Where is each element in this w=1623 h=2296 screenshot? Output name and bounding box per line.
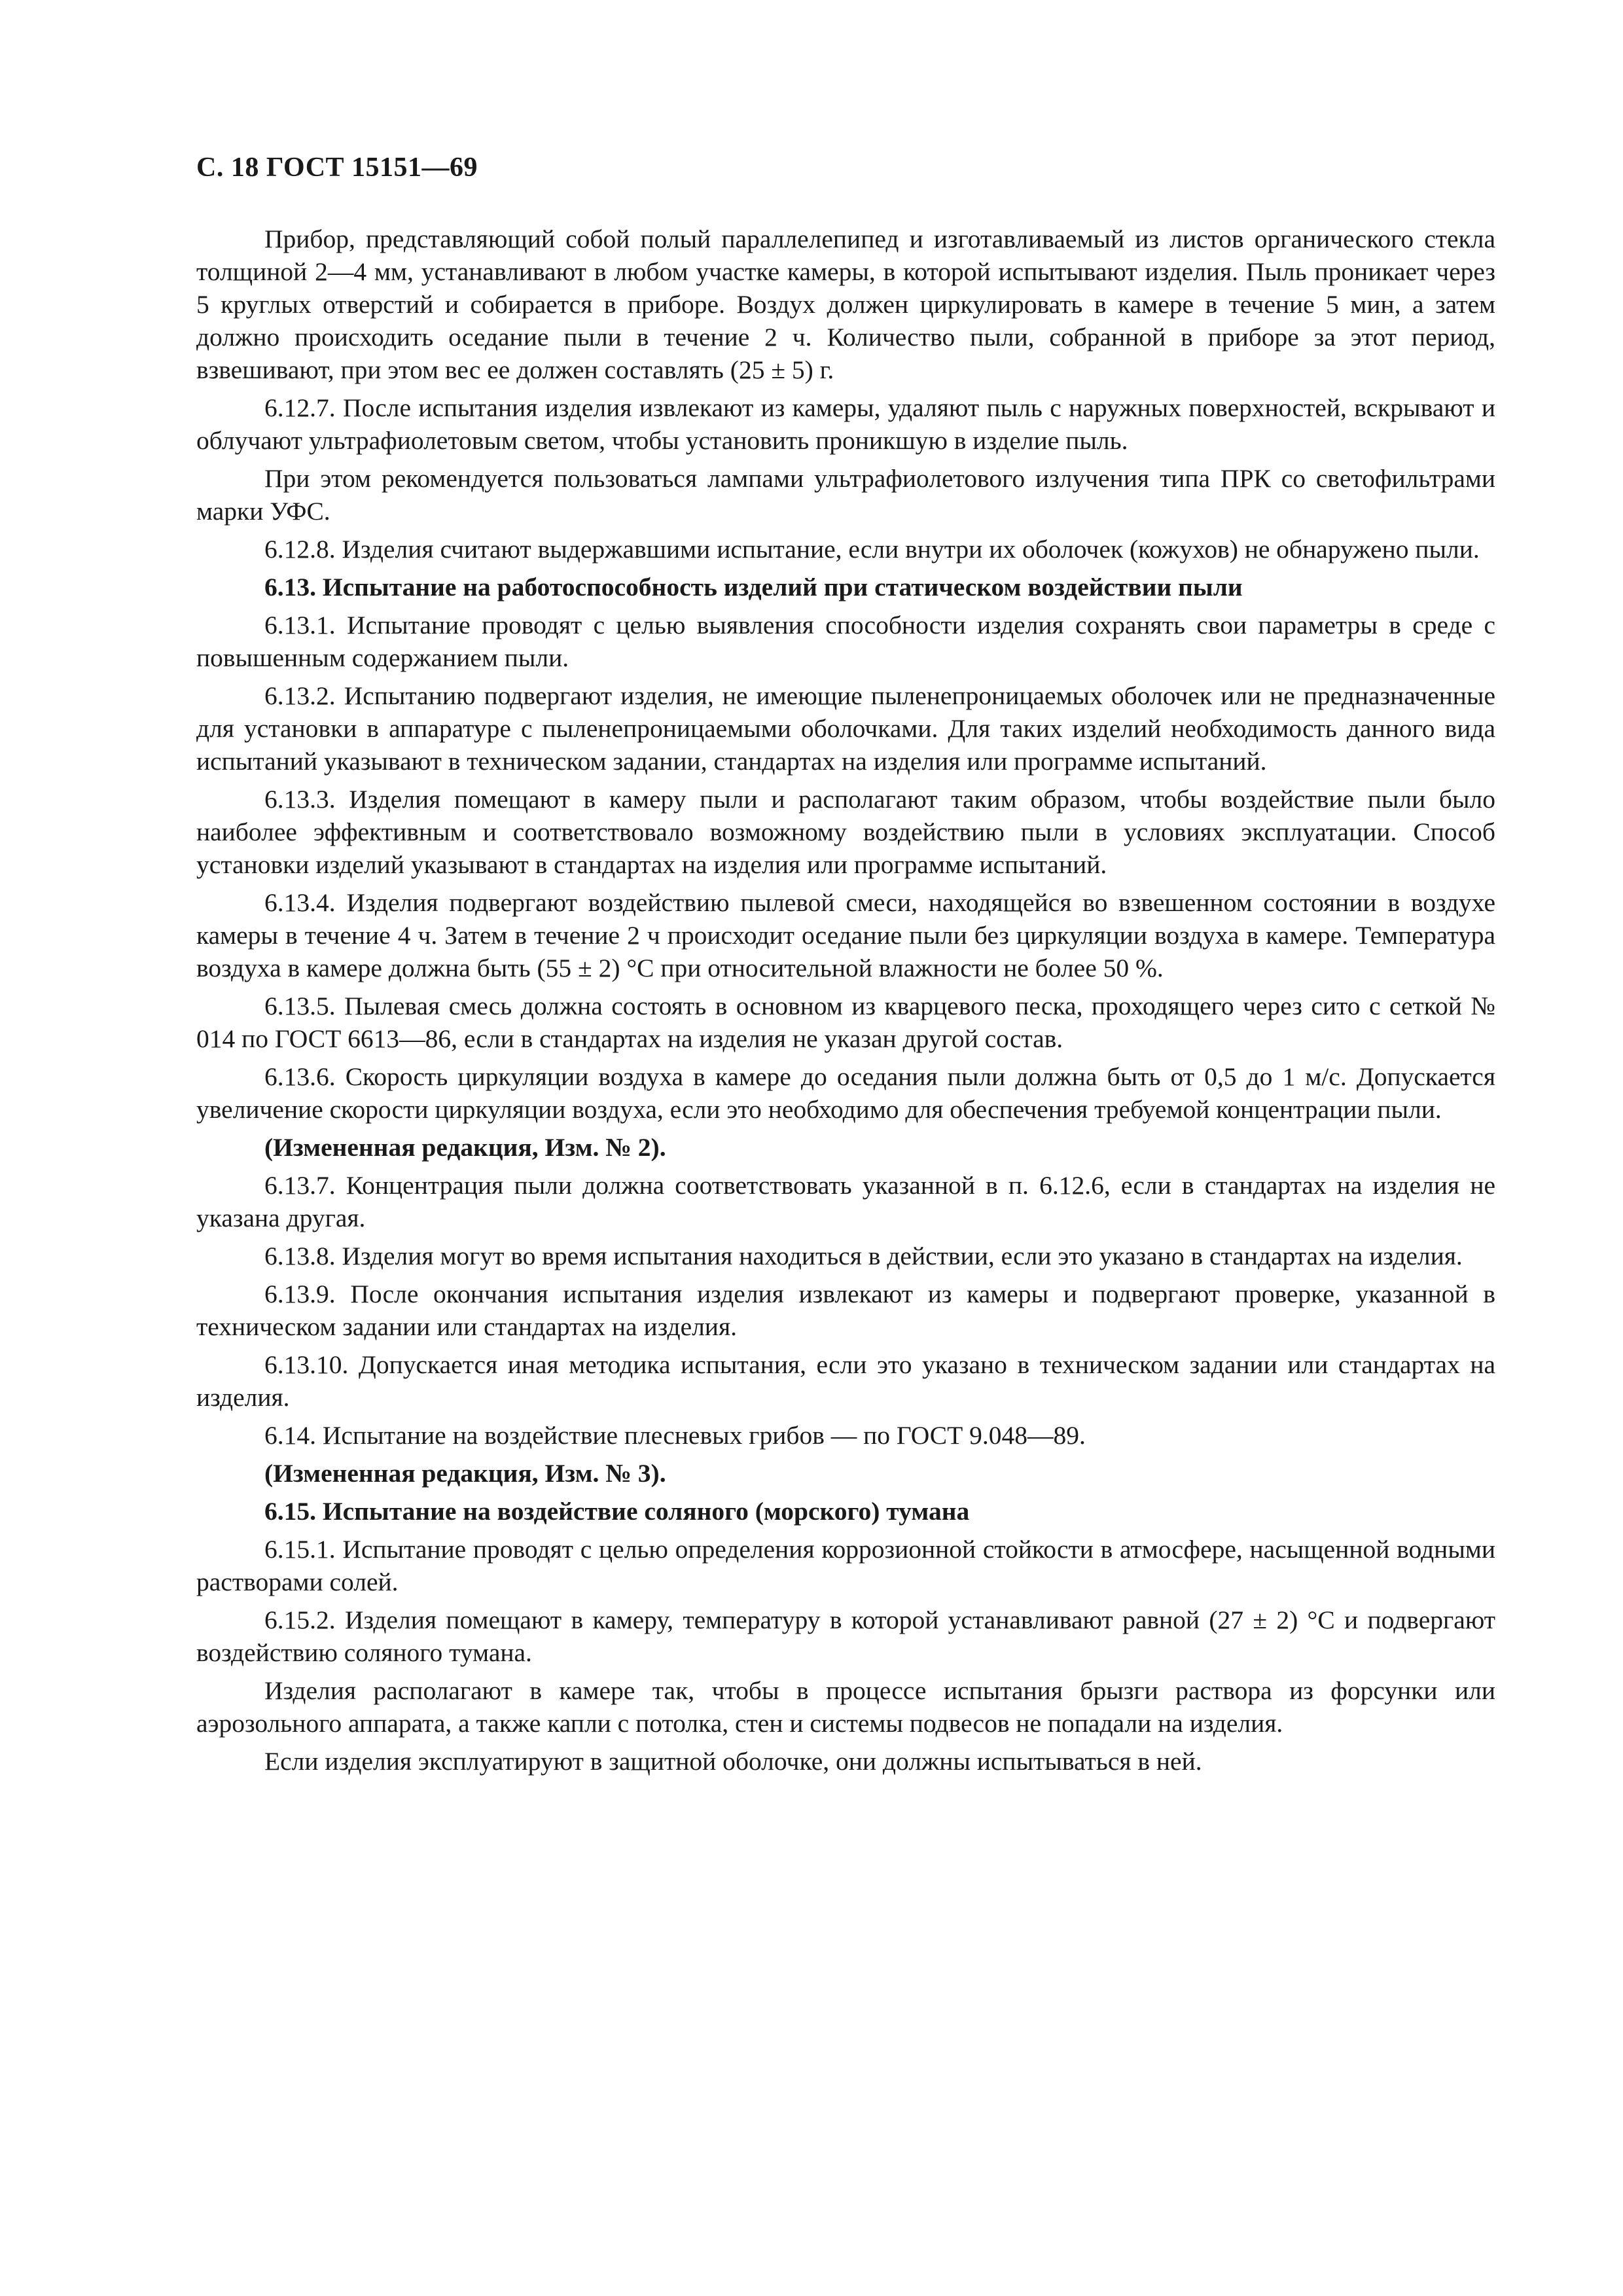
- paragraph: 6.12.8. Изделия считают выдержавшими испытание, если внутри их оболочек (кожухов) не обнаружено пыли.: [264, 535, 1480, 564]
- paragraph: 6.14. Испытание на воздействие плесневых грибов — по ГОСТ 9.048—89.: [264, 1421, 1086, 1450]
- paragraph: 6.15.2. Изделия помещают в камеру, температуру в которой устанавливают равной (27 ± 2) °С и подвергают воздействию соляного тумана.: [196, 1605, 1495, 1667]
- paragraph: 6.13.1. Испытание проводят с целью выявления способности изделия сохранять свои параметры в среде с повышенным содержанием пыли.: [196, 611, 1495, 672]
- paragraph: Изделия располагают в камере так, чтобы в процессе испытания брызги раствора из форсунки или аэрозольного аппарата, а также капли с потолка, стен и системы подвесов не попадали на изделия.: [196, 1676, 1495, 1738]
- paragraph: 6.12.7. После испытания изделия извлекают из камеры, удаляют пыль с наружных поверхностей, вскрывают и облучают ультрафиолетовым светом, чтобы установить проникшую в изделие пыль.: [196, 393, 1495, 455]
- paragraph: 6.13.9. После окончания испытания изделия извлекают из камеры и подвергают проверке, указанной в техническом задании или стандартах на изделия.: [196, 1280, 1495, 1341]
- paragraph: 6.13.6. Скорость циркуляции воздуха в камере до оседания пыли должна быть от 0,5 до 1 м/с. Допускается увеличение скорости циркуляции воздуха, если это необходимо для обеспечения требуемой концентрации пыли.: [196, 1062, 1495, 1124]
- paragraph: При этом рекомендуется пользоваться лампами ультрафиолетового излучения типа ПРК со светофильтрами марки УФС.: [196, 464, 1495, 526]
- paragraph: Прибор, представляющий собой полый параллелепипед и изготавливаемый из листов органического стекла толщиной 2—4 мм, устанавливают в любом участке камеры, в которой испытывают изделия. Пыль проникает через 5 круглых отверстий и собирается в приборе. Воздух должен циркулировать в камере в течение 5 мин, а затем должно происходить оседание пыли в течение 2 ч. Количество пыли, собранной в приборе за этот период, взвешивают, при этом вес ее должен составлять (25 ± 5) г.: [196, 224, 1495, 384]
- page-header: С. 18 ГОСТ 15151—69: [196, 152, 478, 183]
- paragraph: 6.13.4. Изделия подвергают воздействию пылевой смеси, находящейся во взвешенном состоянии в воздухе камеры в течение 4 ч. Затем в течение 2 ч происходит оседание пыли без циркуляции воздуха в камере. Температура воздуха в камере должна быть (55 ± 2) °С при относительной влажности не более 50 %.: [196, 888, 1495, 982]
- paragraph: 6.15.1. Испытание проводят с целью определения коррозионной стойкости в атмосфере, насыщенной водными растворами солей.: [196, 1535, 1495, 1596]
- paragraph: 6.13.7. Концентрация пыли должна соответствовать указанной в п. 6.12.6, если в стандартах на изделия не указана другая.: [196, 1171, 1495, 1232]
- paragraph: 6.13.8. Изделия могут во время испытания находиться в действии, если это указано в стандартах на изделия.: [264, 1242, 1463, 1270]
- amendment-note: (Измененная редакция, Изм. № 3).: [264, 1459, 666, 1488]
- paragraph: 6.13.2. Испытанию подвергают изделия, не имеющие пыленепроницаемых оболочек или не предназначенные для установки в аппаратуре с пыленепроницаемыми оболочками. Для таких изделий необходимость данного вида испытаний указывают в техническом задании, стандартах на изделия или программе испытаний.: [196, 681, 1495, 776]
- section-heading: 6.13. Испытание на работоспособность изделий при статическом воздействии пыли: [264, 573, 1243, 601]
- paragraph: 6.13.5. Пылевая смесь должна состоять в основном из кварцевого песка, проходящего через сито с сеткой № 014 по ГОСТ 6613—86, если в стандартах на изделия не указан другой состав.: [196, 992, 1495, 1053]
- paragraph: 6.13.3. Изделия помещают в камеру пыли и располагают таким образом, чтобы воздействие пыли было наиболее эффективным и соответствовало возможному воздействию пыли в условиях эксплуатации. Способ установки изделий указывают в стандартах на изделия или программе испытаний.: [196, 785, 1495, 879]
- document-body: [196, 223, 1495, 1783]
- paragraph: Если изделия эксплуатируют в защитной оболочке, они должны испытываться в ней.: [264, 1747, 1202, 1776]
- amendment-note: (Измененная редакция, Изм. № 2).: [264, 1133, 666, 1162]
- paragraph: 6.13.10. Допускается иная методика испытания, если это указано в техническом задании или стандартах на изделия.: [196, 1350, 1495, 1412]
- section-heading: 6.15. Испытание на воздействие соляного (морского) тумана: [264, 1497, 970, 1526]
